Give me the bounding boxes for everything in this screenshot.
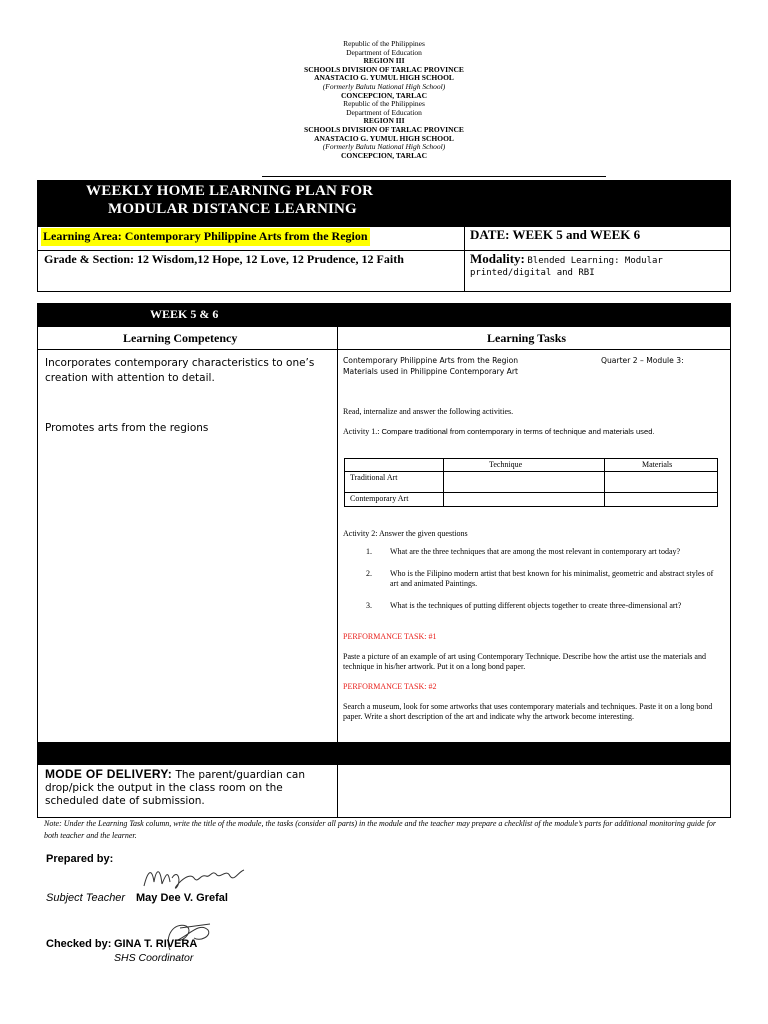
table-row-contemporary: Contemporary Art (350, 494, 409, 503)
learning-area-cell (41, 227, 499, 251)
col-competency-header: Learning Competency (123, 331, 238, 345)
question-1-num: 1. (366, 547, 372, 556)
table-header-materials: Materials (642, 460, 673, 469)
header-line: ANASTACIO G. YUMUL HIGH SCHOOL (314, 73, 454, 83)
header-line: ANASTACIO G. YUMUL HIGH SCHOOL (314, 133, 454, 143)
divider (345, 492, 717, 493)
header-line: Republic of the Philippines (343, 39, 425, 48)
performance-task-1: Paste a picture of an example of art using Contemporary Technique. Describe how the artist use the materials and technique in his/her artwork. Put it on a long bond paper. (343, 652, 706, 671)
checker-name: GINA T. RIVERA (114, 938, 198, 950)
instruction: Read, internalize and answer the following activities. (343, 407, 514, 416)
performance-task-1-label: PERFORMANCE TASK: #1 (343, 632, 437, 641)
header-line: (Formerly Balutu National High School) (322, 142, 446, 152)
header-line: CONCEPCION, TARLAC (341, 150, 427, 160)
header-line: (Formerly Balutu National High School) (322, 81, 446, 91)
note: Note: Under the Learning Task column, write the title of the module, the tasks (consider all parts) in the module and the teacher may prepare a checklist of the module’s parts for additional monitoring guide for both teacher and the learner. (44, 819, 716, 840)
mode-text: The parent/guardian can drop/pick the output in the class room on the scheduled date of submission. (45, 769, 306, 807)
learning-area: Learning Area: Contemporary Philippine Arts from the Region (41, 228, 370, 246)
grade-section: Grade & Section: 12 Wisdom,12 Hope, 12 Love, 12 Prudence, 12 Faith (44, 252, 404, 266)
modality-cell (470, 253, 720, 279)
module-subtitle: Materials used in Philippine Contemporary Art (343, 367, 518, 376)
question-2: Who is the Filipino modern artist that best known for his minimalist, geometric and abstract styles of art and animated Paintings. (390, 569, 714, 588)
activity-1 (343, 427, 715, 437)
competency-2: Promotes arts from the regions (45, 422, 209, 434)
activity-2: Activity 2: Answer the given questions (343, 529, 468, 538)
mode-of-delivery (45, 768, 337, 808)
checker-signature (150, 916, 220, 956)
competency-1: Incorporates contemporary characteristics to one’s creation with attention to detail. (45, 357, 315, 384)
divider (337, 326, 338, 742)
divider-band (38, 742, 730, 765)
header-line: REGION III (363, 116, 405, 126)
plan-date: DATE: WEEK 5 and WEEK 6 (470, 227, 641, 242)
divider (345, 471, 717, 472)
modality-label: Modality: (470, 251, 525, 266)
prepared-by-label: Prepared by: (46, 853, 114, 865)
question-1: What are the three techniques that are among the most relevant in contemporary art today? (390, 547, 681, 556)
question-3-num: 3. (366, 601, 372, 610)
plan-title-line1: WEEKLY HOME LEARNING PLAN FOR (86, 183, 374, 199)
checker-role: SHS Coordinator (114, 952, 194, 964)
subject-teacher-role: Subject Teacher (46, 892, 126, 904)
performance-task-2-label: PERFORMANCE TASK: #2 (343, 682, 437, 691)
header-line: Department of Education (346, 47, 422, 57)
header-line: Republic of the Philippines (343, 99, 425, 109)
question-3: What is the techniques of putting different objects together to create three-dimensional art? (390, 601, 682, 610)
divider (38, 349, 730, 350)
divider (604, 459, 605, 506)
header-divider (262, 176, 606, 177)
module-quarter: Quarter 2 – Module 3: (601, 356, 684, 365)
mode-label: MODE OF DELIVERY: (45, 767, 173, 781)
header-line: Department of Education (346, 107, 422, 117)
activity-1-table (344, 458, 718, 507)
col-tasks-header: Learning Tasks (487, 331, 567, 345)
table-header-technique: Technique (489, 460, 523, 469)
table-row-traditional: Traditional Art (350, 473, 398, 482)
question-2-num: 2. (366, 569, 372, 578)
week-bar (38, 304, 730, 326)
school-header (0, 40, 768, 160)
week-table (37, 303, 731, 818)
plan-title-bar (38, 181, 730, 226)
subject-teacher-name: May Dee V. Grefal (136, 892, 228, 904)
activity-1-text: Compare traditional from contemporary in terms of technique and materials used. (381, 427, 655, 436)
divider (443, 459, 444, 506)
teacher-signature (138, 860, 248, 894)
checked-by-label: Checked by: (46, 938, 112, 950)
header-line: SCHOOLS DIVISION OF TARLAC PROVINCE (304, 64, 464, 74)
module-title: Contemporary Philippine Arts from the Region (343, 356, 519, 365)
header-line: CONCEPCION, TARLAC (341, 90, 427, 100)
modality-value: Blended Learning: Modular printed/digital and RBI (470, 256, 663, 278)
divider (337, 765, 338, 817)
divider (38, 326, 730, 327)
header-line: SCHOOLS DIVISION OF TARLAC PROVINCE (304, 124, 464, 134)
week-label: WEEK 5 & 6 (150, 307, 219, 321)
header-line: REGION III (363, 56, 405, 66)
plan-info-table (37, 180, 731, 292)
activity-1-label: Activity 1.: (343, 427, 382, 436)
performance-task-2: Search a museum, look for some artworks that uses contemporary materials and techniques. Paste it on a long bond paper. Write a short description of the art and indicate why the artwork become interesting. (343, 702, 713, 721)
plan-title-line2: MODULAR DISTANCE LEARNING (108, 201, 357, 217)
